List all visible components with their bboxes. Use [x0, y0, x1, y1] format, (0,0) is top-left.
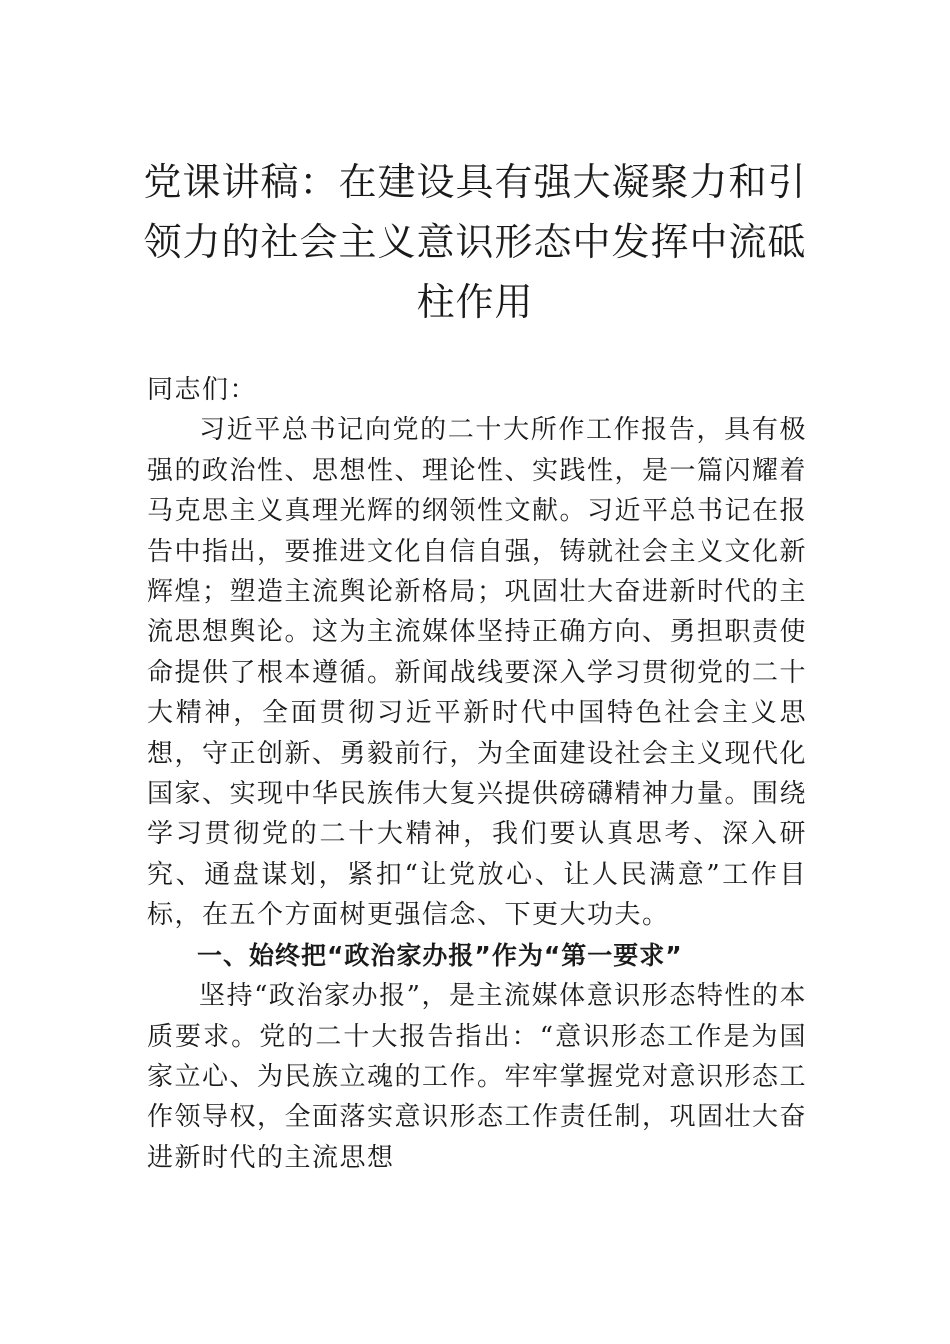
section-heading: 一、始终把“政治家办报”作为“第一要求”: [197, 940, 683, 970]
intro-paragraph: 习近平总书记向党的二十大所作工作报告，具有极强的政治性、思想性、理论性、实践性，是一篇闪耀着马克思主义真理光辉的纲领性文献。习近平总书记在报告中指出，要推进文化自信自强，铸就社会主义文化新辉煌；塑造主流舆论新格局；巩固壮大奋进新时代的主流思想舆论。这为主流媒体坚持正确方向、勇担职责使命提供了根本遵循。新闻战线要深入学习贯彻党的二十大精神，全面贯彻习近平新时代中国特色社会主义思想，守正创新、勇毅前行，为全面建设社会主义现代化国家、实现中华民族伟大复兴提供磅礴精神力量。围绕学习贯彻党的二十大精神，我们要认真思考、深入研究、通盘谋划，紧扣“让党放心、让人民满意”工作目标，在五个方面树更强信念、下更大功夫。: [147, 415, 808, 931]
salutation: 同志们：: [147, 375, 258, 405]
document-title: 党课讲稿：在建设具有强大凝聚力和引领力的社会主义意识形态中发挥中流砥柱作用: [143, 160, 807, 324]
document-body: [147, 370, 807, 1178]
section-paragraph: 坚持“政治家办报”，是主流媒体意识形态特性的本质要求。党的二十大报告指出：“意识形态工作是为国家立心、为民族立魂的工作。牢牢掌握党对意识形态工作领导权，全面落实意识形态工作责任制，巩固壮大奋进新时代的主流思想: [147, 981, 808, 1173]
